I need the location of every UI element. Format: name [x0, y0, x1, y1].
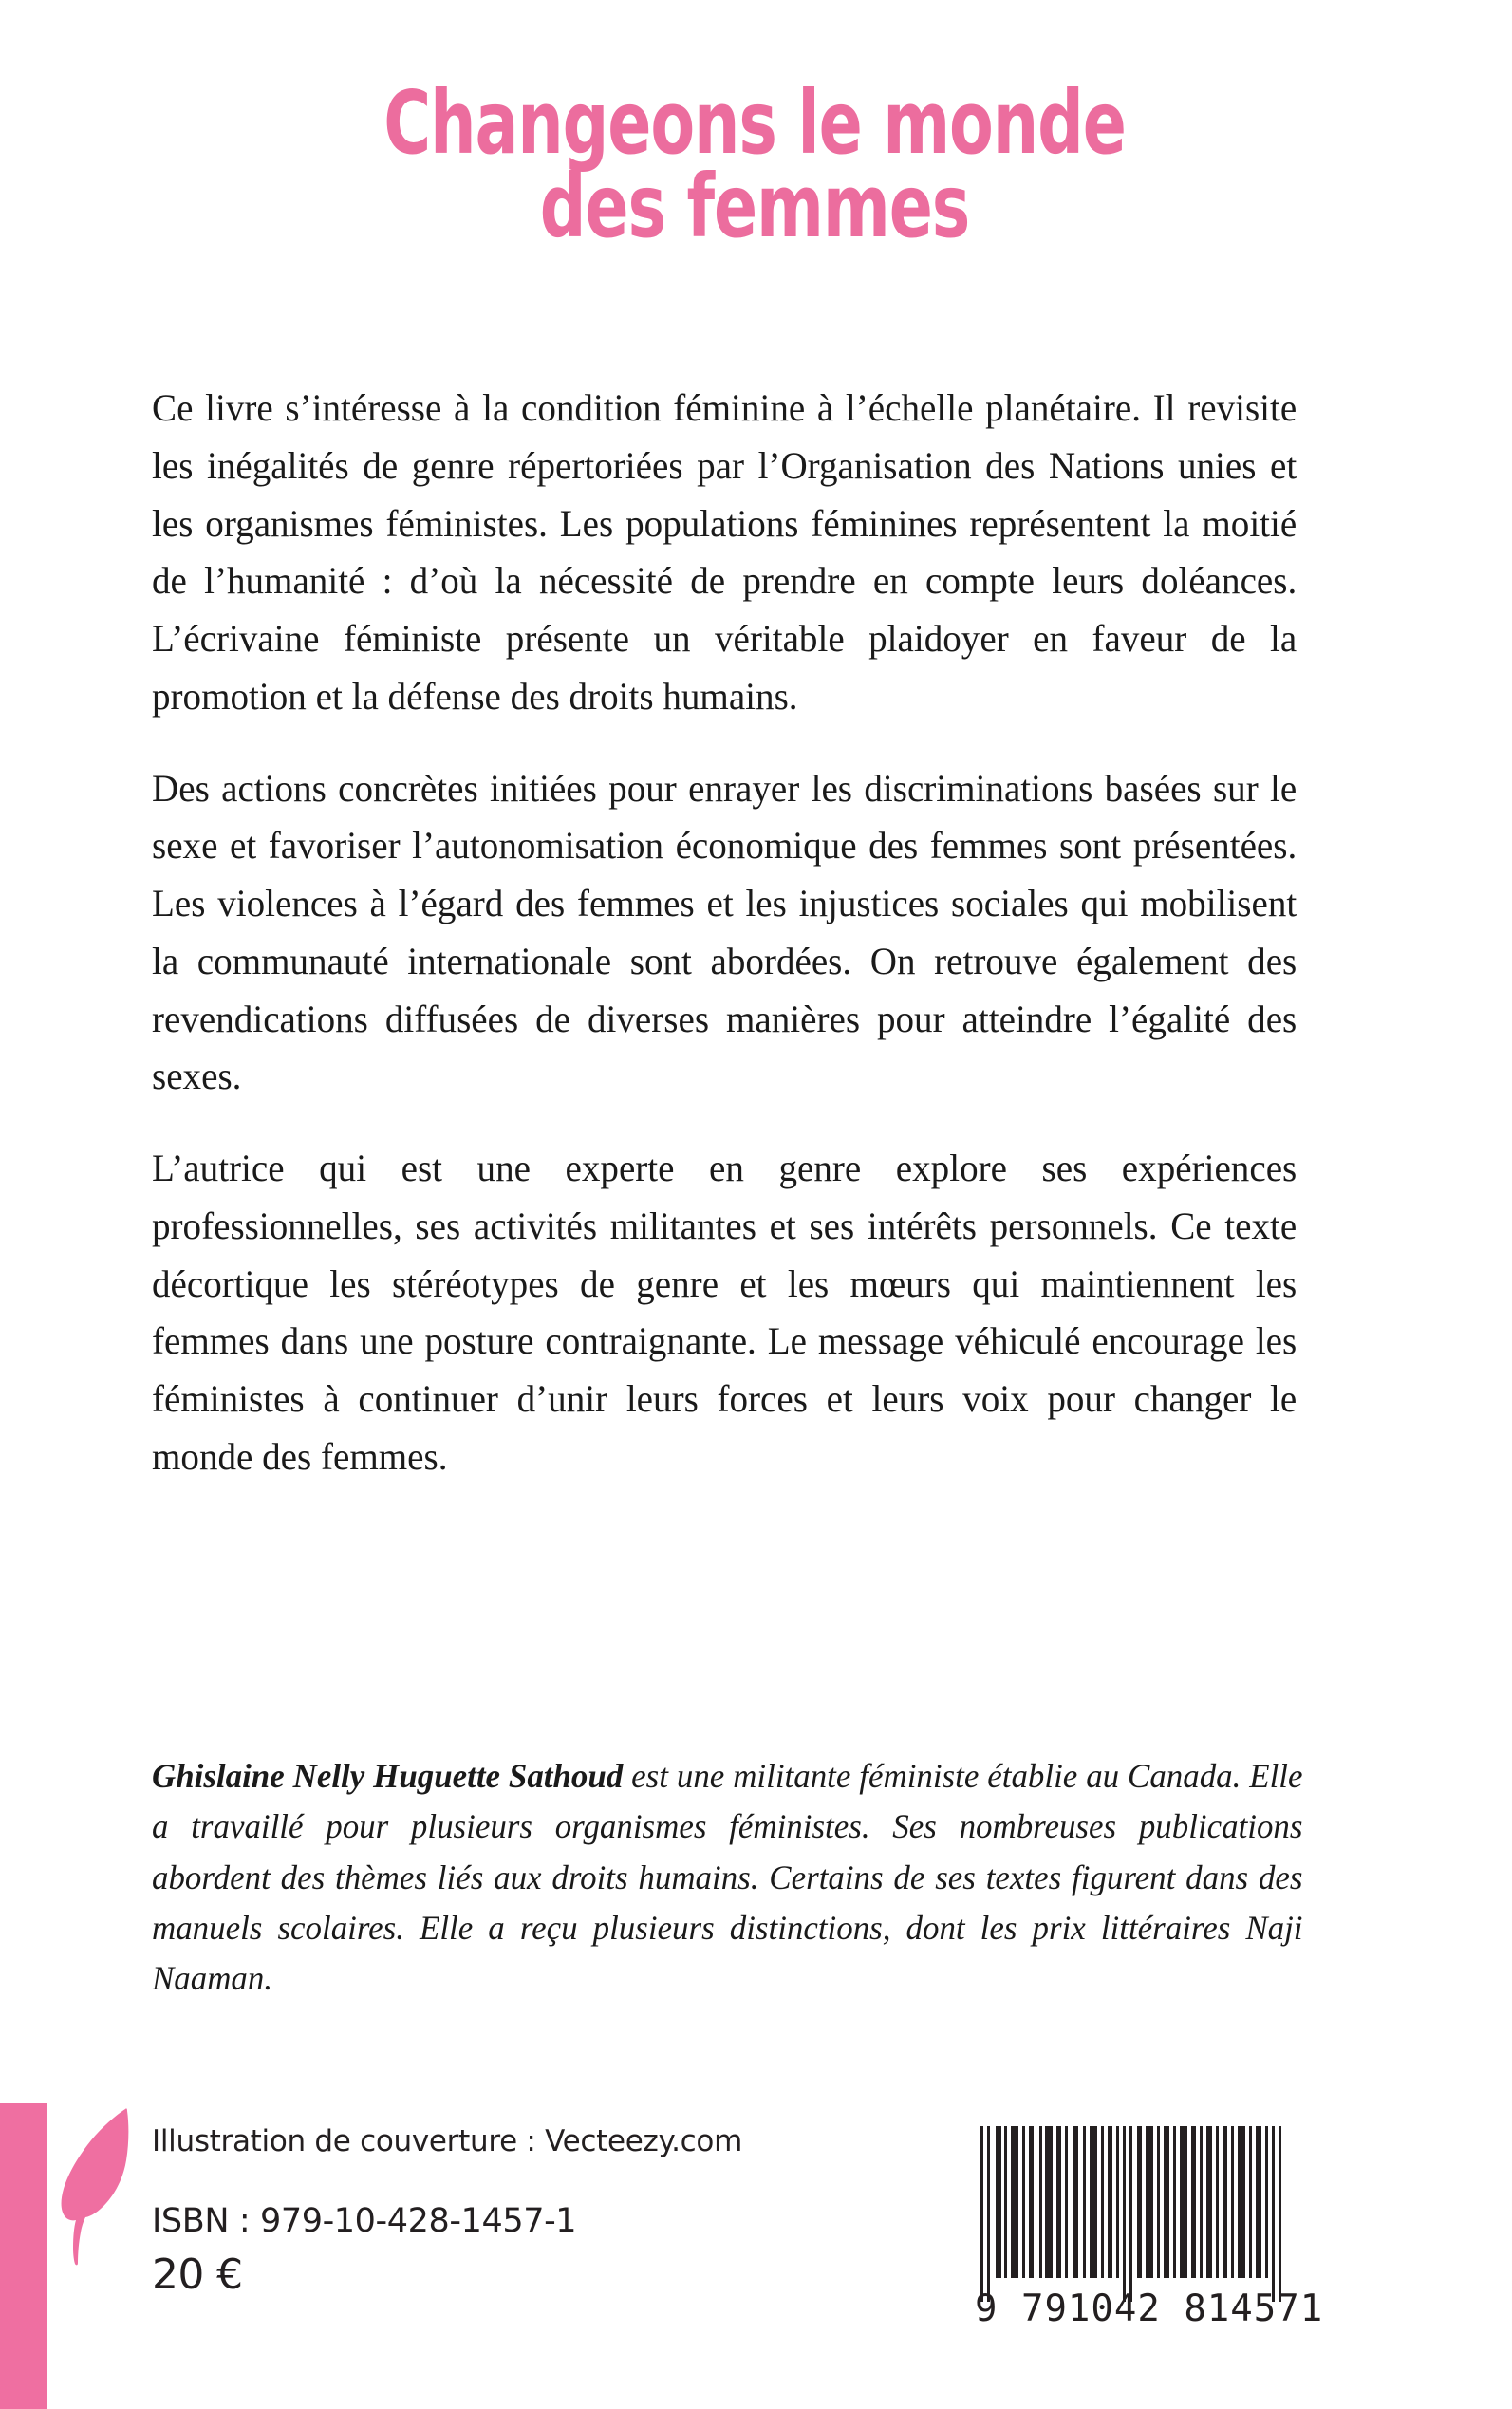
barcode-bars [975, 2126, 1288, 2302]
author-bio-text [152, 1751, 1303, 2004]
barcode-digits: 9 791042 814571 [975, 2288, 1324, 2330]
author-bio [152, 1751, 1338, 2004]
author-name: Ghislaine Nelly Huguette Sathoud [152, 1757, 624, 1795]
book-title-line-1: Changeons le monde [383, 72, 1126, 174]
blurb-paragraph-1: Ce livre s’intéresse à la condition féminine à l’échelle planétaire. Il revisite les inégalités de genre répertoriées par l’Organisation des Nations unies et les organismes féministes. Les populations féminines représentent la moitié de l’humanité : d’où la nécessité de prendre en compte leurs doléances. L’écrivaine féministe présente un véritable plaidoyer en faveur de la promotion et la défense des droits humains. [152, 386, 1297, 718]
price-label: 20 € [152, 2250, 243, 2300]
illustration-credit: Illustration de couverture : Vecteezy.com [152, 2124, 742, 2158]
isbn-barcode [975, 2126, 1324, 2363]
author-bio-body: est une militante féministe établie au Canada. Elle a travaillé pour plusieurs organismes féministes. Ses nombreuses publications abordent des thèmes liés aux droits humains. Certains de ses textes figurent dans des manuels scolaires. Elle a reçu plusieurs distinctions, dont les prix littéraires Naji Naaman. [152, 1757, 1303, 1998]
blurb-paragraph-3: L’autrice qui est une experte en genre explore ses expériences professionnelles, ses activités militantes et ses intérêts personnels. Ce texte décortique les stéréotypes de genre et les mœurs qui maintiennent les femmes dans une posture contraignante. Le message véhiculé encourage les féministes à continuer d’unir leurs forces et leurs voix pour changer le monde des femmes. [152, 1147, 1297, 1478]
footer-info [152, 2124, 873, 2301]
blurb-paragraph-2: Des actions concrètes initiées pour enrayer les discriminations basées sur le sexe et favoriser l’autonomisation économique des femmes sont présentées. Les violences à l’égard des femmes et les injustices sociales qui mobilisent la communauté internationale sont abordées. On retrouve également des revendications diffusées de diverses manières pour atteindre l’égalité des sexes. [152, 766, 1297, 1098]
blurb-text [152, 380, 1338, 1486]
book-title-line-2: des femmes [539, 156, 970, 258]
isbn-label: ISBN : 979-10-428-1457-1 [152, 2202, 577, 2241]
book-title [152, 72, 1357, 258]
publisher-accent-bar [0, 2103, 47, 2409]
feather-icon [55, 2105, 129, 2267]
